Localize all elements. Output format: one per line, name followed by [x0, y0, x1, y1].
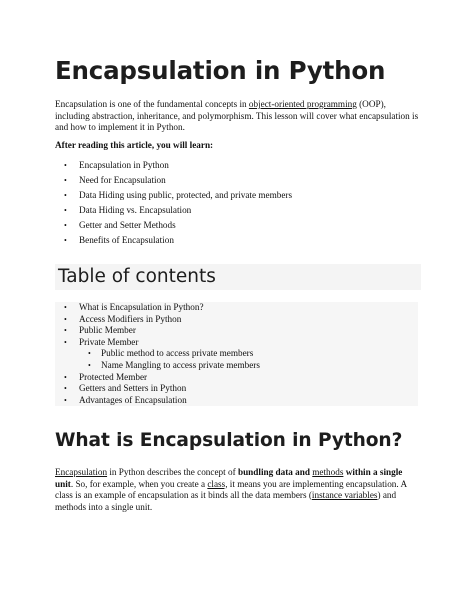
- text-run: in Python describes the concept of: [107, 467, 238, 477]
- toc-item[interactable]: • Public Member: [55, 325, 418, 337]
- text-run: ) and methods into a single unit.: [55, 490, 397, 512]
- bold-run: bundling data and: [237, 467, 313, 477]
- list-item: • Encapsulation in Python: [55, 158, 292, 173]
- section-heading: What is Encapsulation in Python?: [55, 430, 403, 451]
- learn-list: [55, 158, 292, 249]
- bold-run: within a single unit: [55, 467, 403, 489]
- instance-variables-link[interactable]: instance variables: [311, 490, 378, 501]
- learn-heading: After reading this article, you will learn:: [55, 140, 214, 150]
- intro-paragraph: [55, 99, 421, 134]
- list-item: • Data Hiding using public, protected, and private members: [55, 188, 292, 203]
- toc-item[interactable]: • What is Encapsulation in Python?: [55, 302, 418, 314]
- list-item: • Benefits of Encapsulation: [55, 233, 292, 248]
- toc-item[interactable]: • Access Modifiers in Python: [55, 314, 418, 326]
- list-item: • Need for Encapsulation: [55, 173, 292, 188]
- methods-link[interactable]: methods: [312, 467, 344, 477]
- oop-link[interactable]: object-oriented programming: [248, 99, 357, 109]
- toc-list: [55, 302, 418, 406]
- class-link[interactable]: class,: [207, 478, 228, 489]
- toc-item[interactable]: • Private Member: [55, 337, 418, 349]
- intro-text-start: Encapsulation is one of the fundamental concepts in: [55, 99, 249, 109]
- section-paragraph: [55, 467, 421, 513]
- toc-subitem[interactable]: • Public method to access private members: [55, 348, 418, 360]
- intro-text-end: (OOP), including abstraction, inheritance, and polymorphism. This lesson will cover what encapsulation is and how to implement it in Python.: [55, 99, 419, 133]
- list-item: • Data Hiding vs. Encapsulation: [55, 203, 292, 218]
- encapsulation-link[interactable]: Encapsulation: [55, 467, 108, 477]
- toc-subitem[interactable]: • Name Mangling to access private members: [55, 360, 418, 372]
- text-run: . So, for example, when you create a: [70, 478, 208, 489]
- toc-item[interactable]: • Advantages of Encapsulation: [55, 395, 418, 407]
- page-title: Encapsulation in Python: [55, 56, 386, 85]
- toc-heading: Table of contents: [55, 264, 421, 290]
- list-item: • Getter and Setter Methods: [55, 218, 292, 233]
- text-run: it means you are implementing encapsulation. A class is an example of encapsulation as it binds all the data members (: [55, 478, 407, 501]
- toc-item[interactable]: • Getters and Setters in Python: [55, 383, 418, 395]
- toc-item[interactable]: • Protected Member: [55, 372, 418, 384]
